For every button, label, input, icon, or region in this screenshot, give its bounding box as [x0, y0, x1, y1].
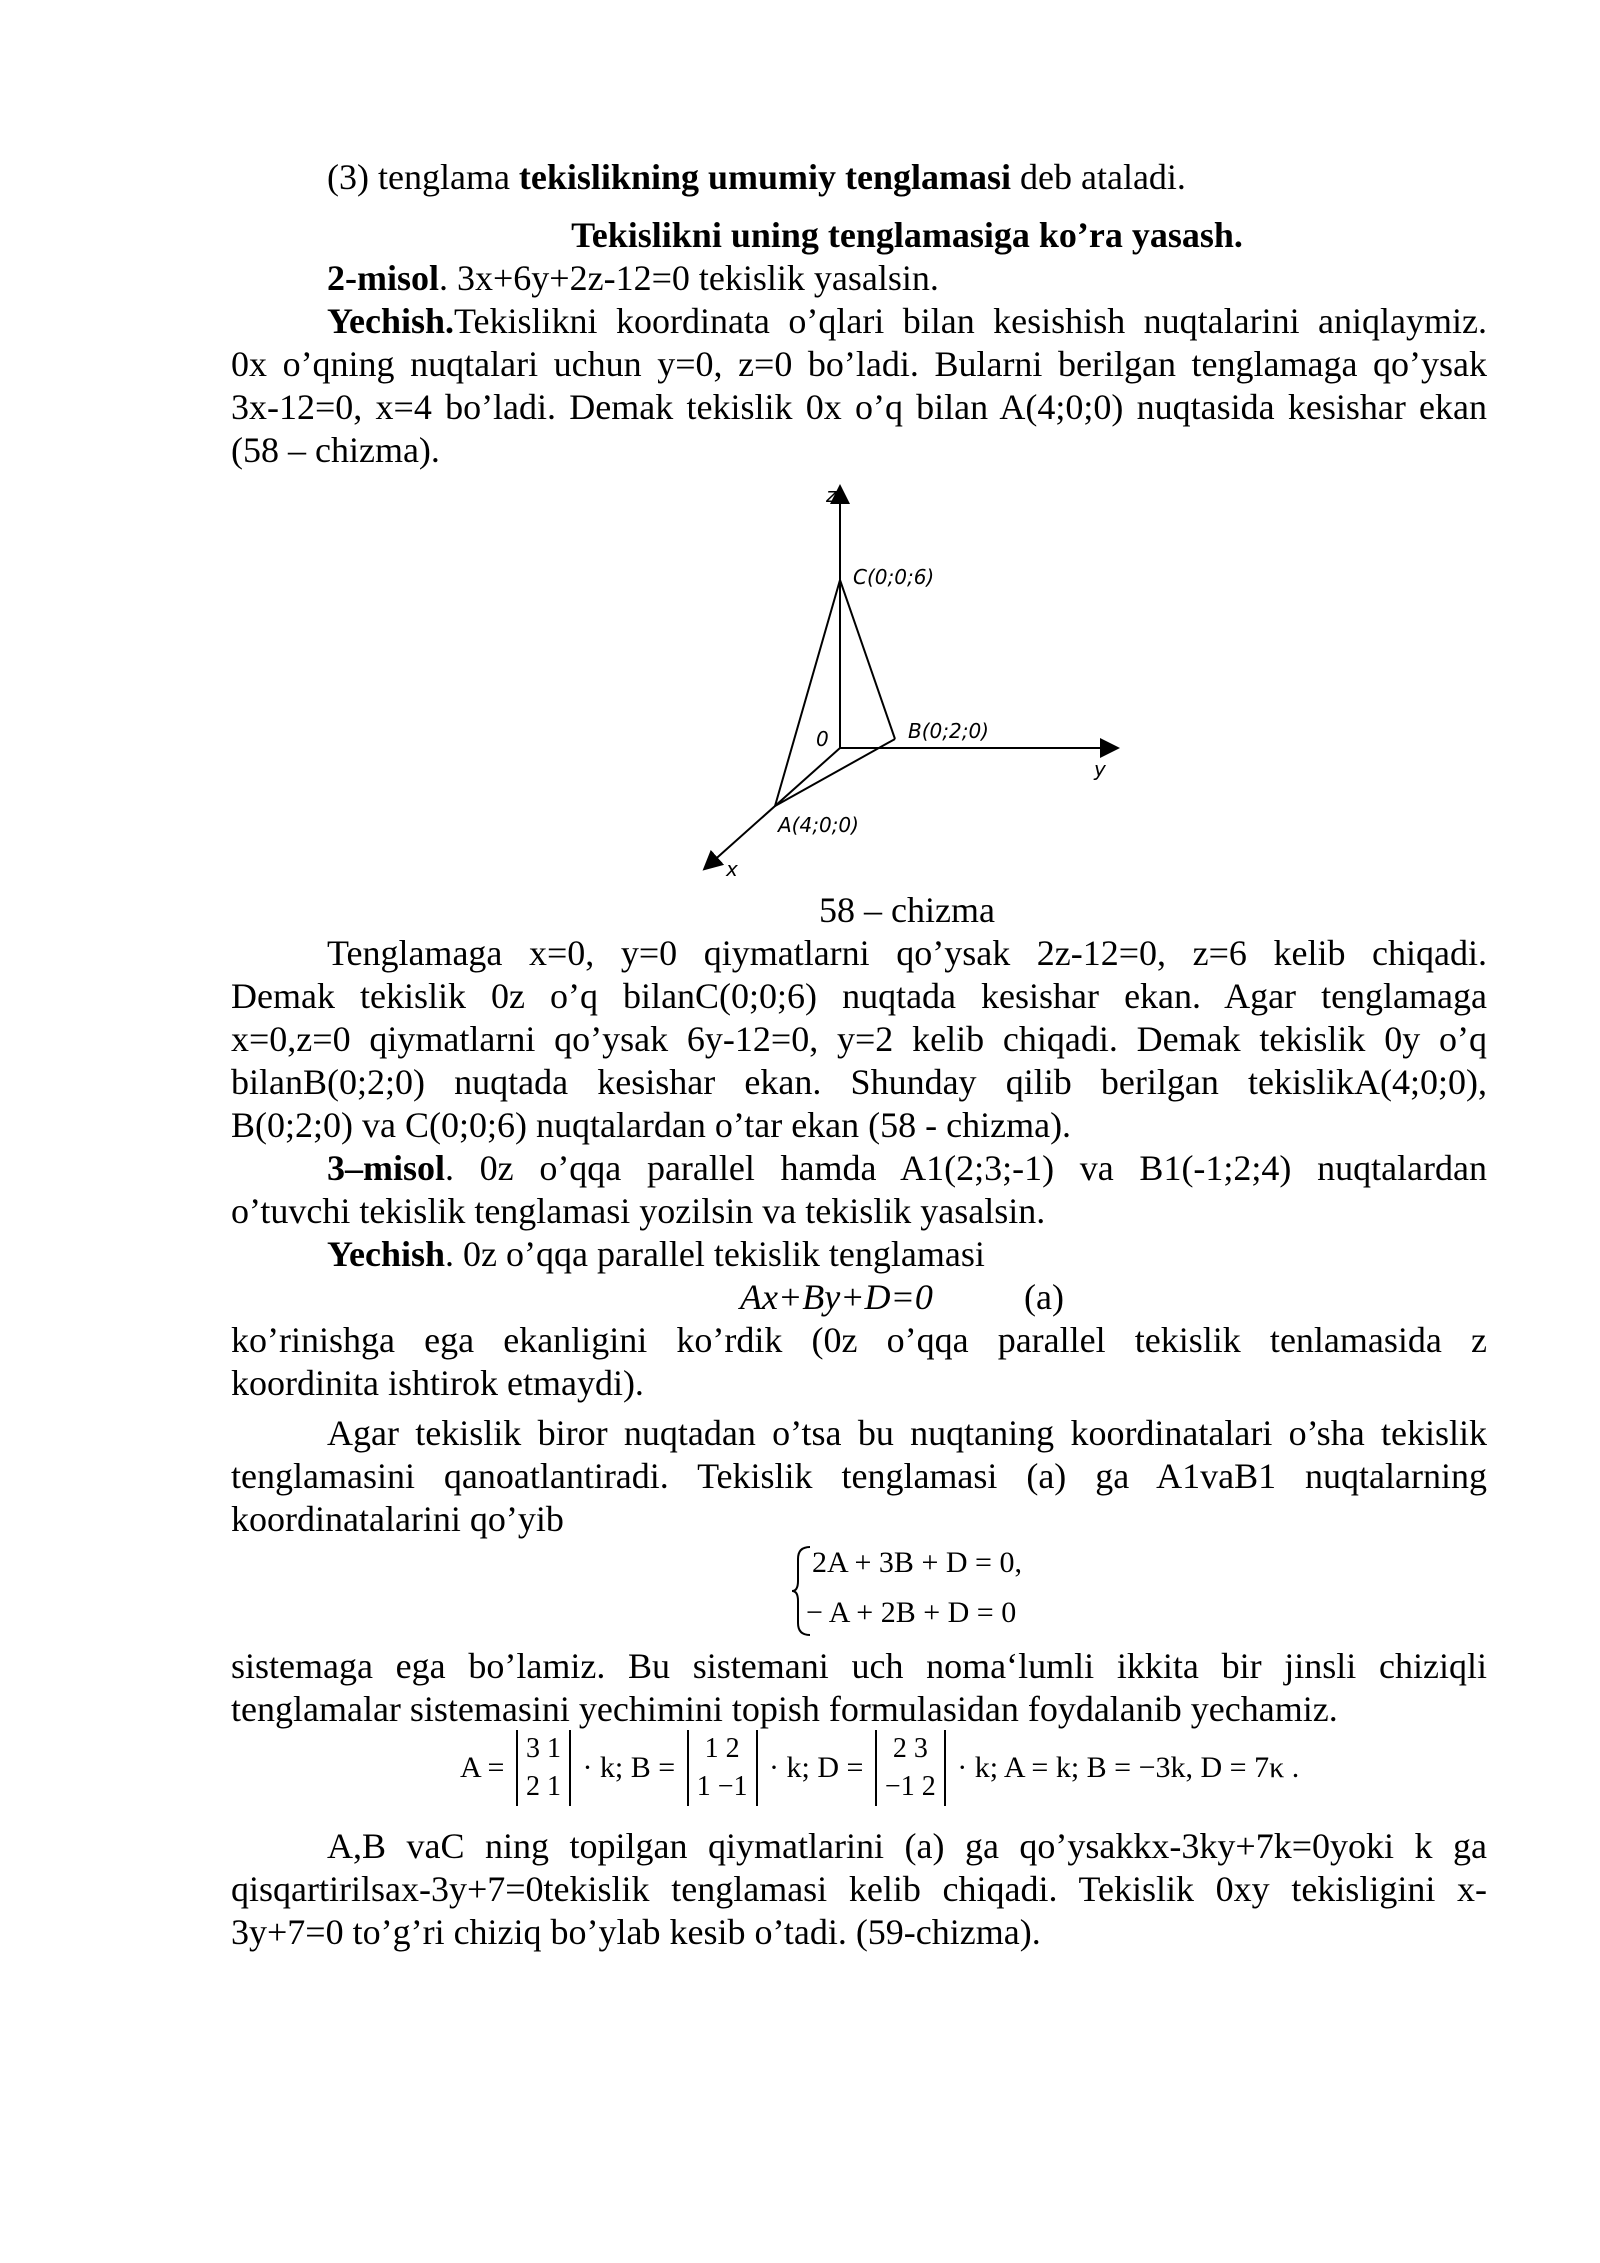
point-b-label: B(0;2;0) — [908, 719, 989, 743]
determinant-formula — [460, 1730, 1299, 1806]
text-line: (3) tenglama tekislikning umumiy tenglamasi deb ataladi. — [327, 157, 1186, 197]
det-result: · k; A = k; B = −3k, D = 7κ . — [957, 1751, 1300, 1784]
x-axis-label: x — [726, 857, 738, 881]
text-line: B(0;2;0) va C(0;0;6) nuqtalardan o’tar ekan (58 - chizma). — [231, 1105, 1072, 1145]
det-a-matrix: 3 1 2 1 — [516, 1730, 571, 1806]
text-line: 3x-12=0, x=4 bo’ladi. Demak tekislik 0x o’q bilan A(4;0;0) nuqtasida kesishar ekan — [231, 387, 1487, 427]
text-line: tenglamalar sistemasini yechimini topish formulasidan foydalanib yechamiz. — [231, 1689, 1338, 1729]
text-line: 3–misol. 0z o’qqa parallel hamda A1(2;3;-1) va B1(-1;2;4) nuqtalardan — [327, 1148, 1487, 1188]
text-line: qisqartirilsax-3y+7=0tekislik tenglamasi kelib chiqadi. Tekislik 0xy tekisligini x- — [231, 1869, 1487, 1909]
det-d-matrix: 2 3 −1 2 — [875, 1730, 946, 1806]
point-c-label: C(0;0;6) — [853, 565, 935, 589]
text-line: bilanB(0;2;0) nuqtada kesishar ekan. Shunday qilib berilgan tekislikA(4;0;0), — [231, 1062, 1487, 1102]
text-line: Yechish.Tekislikni koordinata o’qlari bilan kesishish nuqtalarini aniqlaymiz. — [327, 301, 1487, 341]
det-a-label: A = — [460, 1751, 505, 1784]
det-b-label: · k; B = — [582, 1751, 676, 1784]
text-line: Agar tekislik biror nuqtadan o’tsa bu nuqtaning koordinatalari o’sha tekislik — [327, 1413, 1487, 1453]
section-heading: Tekislikni uning tenglamasiga ko’ra yasash. — [571, 215, 1243, 255]
text-line: 3y+7=0 to’g’ri chiziq bo’ylab kesib o’tadi. (59-chizma). — [231, 1912, 1041, 1952]
text-line: x=0,z=0 qiymatlarni qo’ysak 6y-12=0, y=2 kelib chiqadi. Demak tekislik 0y o’q — [231, 1019, 1487, 1059]
text-line: 2-misol. 3x+6y+2z-12=0 tekislik yasalsin. — [327, 258, 939, 298]
text-line: (58 – chizma). — [231, 430, 440, 470]
edge-ca — [775, 580, 840, 806]
figure-58-diagram — [690, 484, 1130, 884]
point-a-label: A(4;0;0) — [778, 813, 859, 837]
text-line: Demak tekislik 0z o’q bilanC(0;0;6) nuqtada kesishar ekan. Agar tenglamaga — [231, 976, 1487, 1016]
system-eq-2: − A + 2B + D = 0 — [806, 1596, 1017, 1629]
det-b-matrix: 1 2 1 −1 — [687, 1730, 758, 1806]
text-line: sistemaga ega bo’lamiz. Bu sistemani uch noma‘lumli ikkita bir jinsli chiziqli — [231, 1646, 1487, 1686]
origin-label: 0 — [816, 727, 829, 751]
text-line: koordinita ishtirok etmaydi). — [231, 1363, 644, 1403]
figure-caption: 58 – chizma — [819, 890, 995, 930]
edge-ab — [775, 739, 895, 806]
edge-cb — [840, 580, 895, 739]
y-axis-label: y — [1094, 757, 1106, 781]
text-line: 0x o’qning nuqtalari uchun y=0, z=0 bo’ladi. Bularni berilgan tenglamaga qo’ysak — [231, 344, 1487, 384]
text-line: koordinatalarini qo’yib — [231, 1499, 564, 1539]
system-eq-1: 2A + 3B + D = 0, — [812, 1546, 1022, 1579]
equation-a: Ax+By+D=0 (a) — [740, 1277, 1064, 1317]
text-line: o’tuvchi tekislik tenglamasi yozilsin va tekislik yasalsin. — [231, 1191, 1046, 1231]
equation-a-tag: (a) — [1024, 1277, 1064, 1317]
z-axis-label: z — [826, 484, 837, 507]
text-line: A,B vaC ning topilgan qiymatlarini (a) ga qo’ysakkx-3ky+7k=0yoki k ga — [327, 1826, 1487, 1866]
text-line: ko’rinishga ega ekanligini ko’rdik (0z o’qqa parallel tekislik tenlamasida z — [231, 1320, 1487, 1360]
text-line: Tenglamaga x=0, y=0 qiymatlarni qo’ysak 2z-12=0, z=6 kelib chiqadi. — [327, 933, 1487, 973]
det-d-label: · k; D = — [769, 1751, 864, 1784]
text-line: Yechish. 0z o’qqa parallel tekislik tenglamasi — [327, 1234, 985, 1274]
text-line: tenglamasini qanoatlantiradi. Tekislik tenglamasi (a) ga A1vaB1 nuqtalarning — [231, 1456, 1487, 1496]
